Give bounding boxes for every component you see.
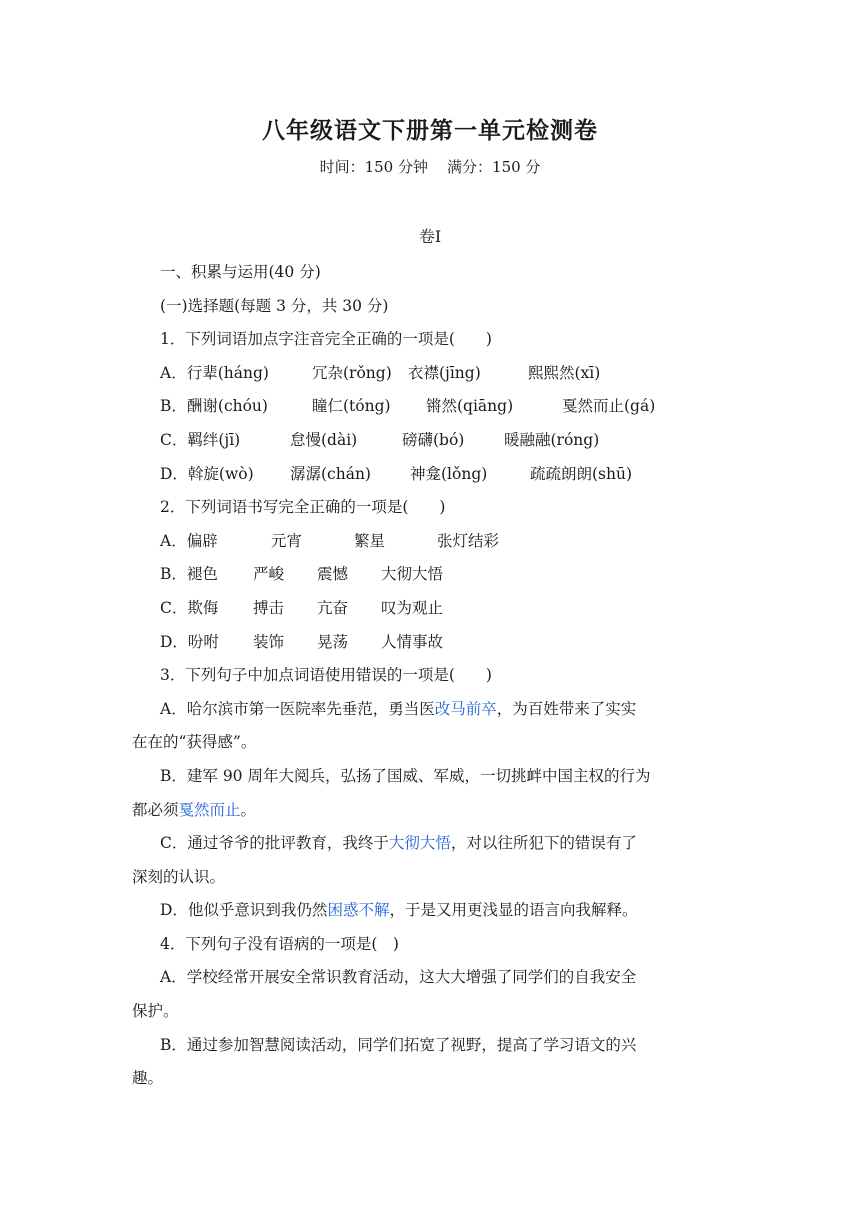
question-2-option-b (132, 558, 730, 592)
option-word: 严峻 (253, 565, 285, 584)
option-word: 暖融融(róng) (504, 430, 600, 449)
option-word: 繁星 (354, 531, 386, 550)
option-word: B．褪色 (160, 565, 218, 584)
option-text: 都必须 (132, 800, 179, 819)
dotted-term: 困惑不解 (327, 901, 390, 920)
option-word: 大彻大悟 (381, 565, 444, 584)
question-1-stem: 1．下列词语加点字注音完全正确的一项是( ) (160, 330, 492, 349)
option-text: C．通过爷爷的批评教育，我终于 (160, 834, 389, 853)
exam-body (132, 256, 730, 1096)
dotted-term: 戛然而止 (178, 800, 241, 819)
option-text: ，对以往所犯下的错误有了 (450, 834, 637, 853)
option-text: ，为百姓带来了实实 (496, 699, 637, 718)
question-2-option-d (132, 626, 730, 660)
option-text: 。 (240, 800, 257, 819)
question-4-option-b-cont: 趣。 (132, 1069, 164, 1088)
question-4-option-b: B．通过参加智慧阅读活动，同学们拓宽了视野，提高了学习语文的兴 (160, 1035, 637, 1054)
dotted-term: 改马前卒 (434, 699, 497, 718)
question-3-option-a (132, 693, 730, 727)
question-3-option-c (132, 827, 730, 861)
option-word: C．欺侮 (160, 598, 219, 617)
option-word: 冗杂(rǒng) (312, 363, 392, 382)
option-word: 神龛(lǒng) (410, 464, 488, 483)
option-word: 人情事故 (381, 632, 444, 651)
option-word: D．斡旋(wò) (160, 464, 254, 483)
question-1-option-a (132, 357, 730, 391)
option-word: 搏击 (253, 598, 285, 617)
section-heading: 一、积累与运用(40 分) (160, 263, 321, 281)
option-word: A．偏辟 (160, 531, 218, 550)
option-word: 怠慢(dài) (290, 430, 358, 449)
option-word: C．羁绊(jī) (160, 430, 241, 449)
option-word: 亢奋 (317, 598, 349, 617)
option-word: 衣襟(jīng) (408, 363, 481, 382)
option-word: 装饰 (253, 632, 285, 651)
sub-section-heading: (一)选择题(每题 3 分，共 30 分) (160, 296, 389, 315)
option-word: 叹为观止 (381, 598, 444, 617)
question-3-stem: 3．下列句子中加点词语使用错误的一项是( ) (160, 666, 492, 685)
exam-time-score: 时间：150 分钟 满分：150 分 (319, 158, 541, 176)
option-word: 熙熙然(xī) (528, 363, 601, 382)
option-text: A．哈尔滨市第一医院率先垂范，勇当医 (160, 699, 435, 718)
option-word: D．吩咐 (160, 632, 219, 651)
option-word: 元宵 (271, 531, 303, 550)
option-word: 疏疏朗朗(shū) (530, 464, 633, 483)
option-word: 磅礴(bó) (402, 430, 465, 449)
question-1-option-d (132, 458, 730, 492)
question-3-option-c-cont: 深刻的认识。 (132, 867, 226, 886)
option-word: 震憾 (317, 565, 349, 584)
question-3-option-b: B．建军 90 周年大阅兵，弘扬了国威、军威，一切挑衅中国主权的行为 (160, 766, 651, 785)
dotted-term: 大彻大悟 (388, 834, 451, 853)
question-4-option-a: A．学校经常开展安全常识教育活动，这大大增强了同学们的自我安全 (160, 968, 637, 987)
question-4-option-a-cont: 保护。 (132, 1002, 179, 1021)
question-2-option-c (132, 592, 730, 626)
option-word: 瞳仁(tóng) (312, 397, 391, 416)
question-2-option-a (132, 525, 730, 559)
question-4-stem: 4．下列句子没有语病的一项是( ) (160, 934, 399, 953)
question-2-stem: 2．下列词语书写完全正确的一项是( ) (160, 498, 446, 517)
option-text: D．他似乎意识到我仍然 (160, 901, 328, 920)
option-word: 晃荡 (317, 632, 349, 651)
volume-heading: 卷Ⅰ (418, 227, 442, 246)
question-3-option-a-cont: 在在的“获得感”。 (132, 733, 257, 752)
option-word: B．酬谢(chóu) (160, 397, 268, 416)
option-word: A．行辈(háng) (160, 363, 269, 382)
option-word: 锵然(qiāng) (426, 397, 514, 416)
page-title: 八年级语文下册第一单元检测卷 (262, 118, 598, 144)
option-word: 戛然而止(gá) (562, 397, 656, 416)
question-3-option-b-cont (132, 794, 730, 828)
option-text: ，于是又用更浅显的语言向我解释。 (389, 901, 638, 920)
option-word: 张灯结彩 (437, 531, 500, 550)
option-word: 潺潺(chán) (290, 464, 371, 483)
question-3-option-d (132, 894, 730, 928)
question-1-option-c (132, 424, 730, 458)
question-1-option-b (132, 390, 730, 424)
